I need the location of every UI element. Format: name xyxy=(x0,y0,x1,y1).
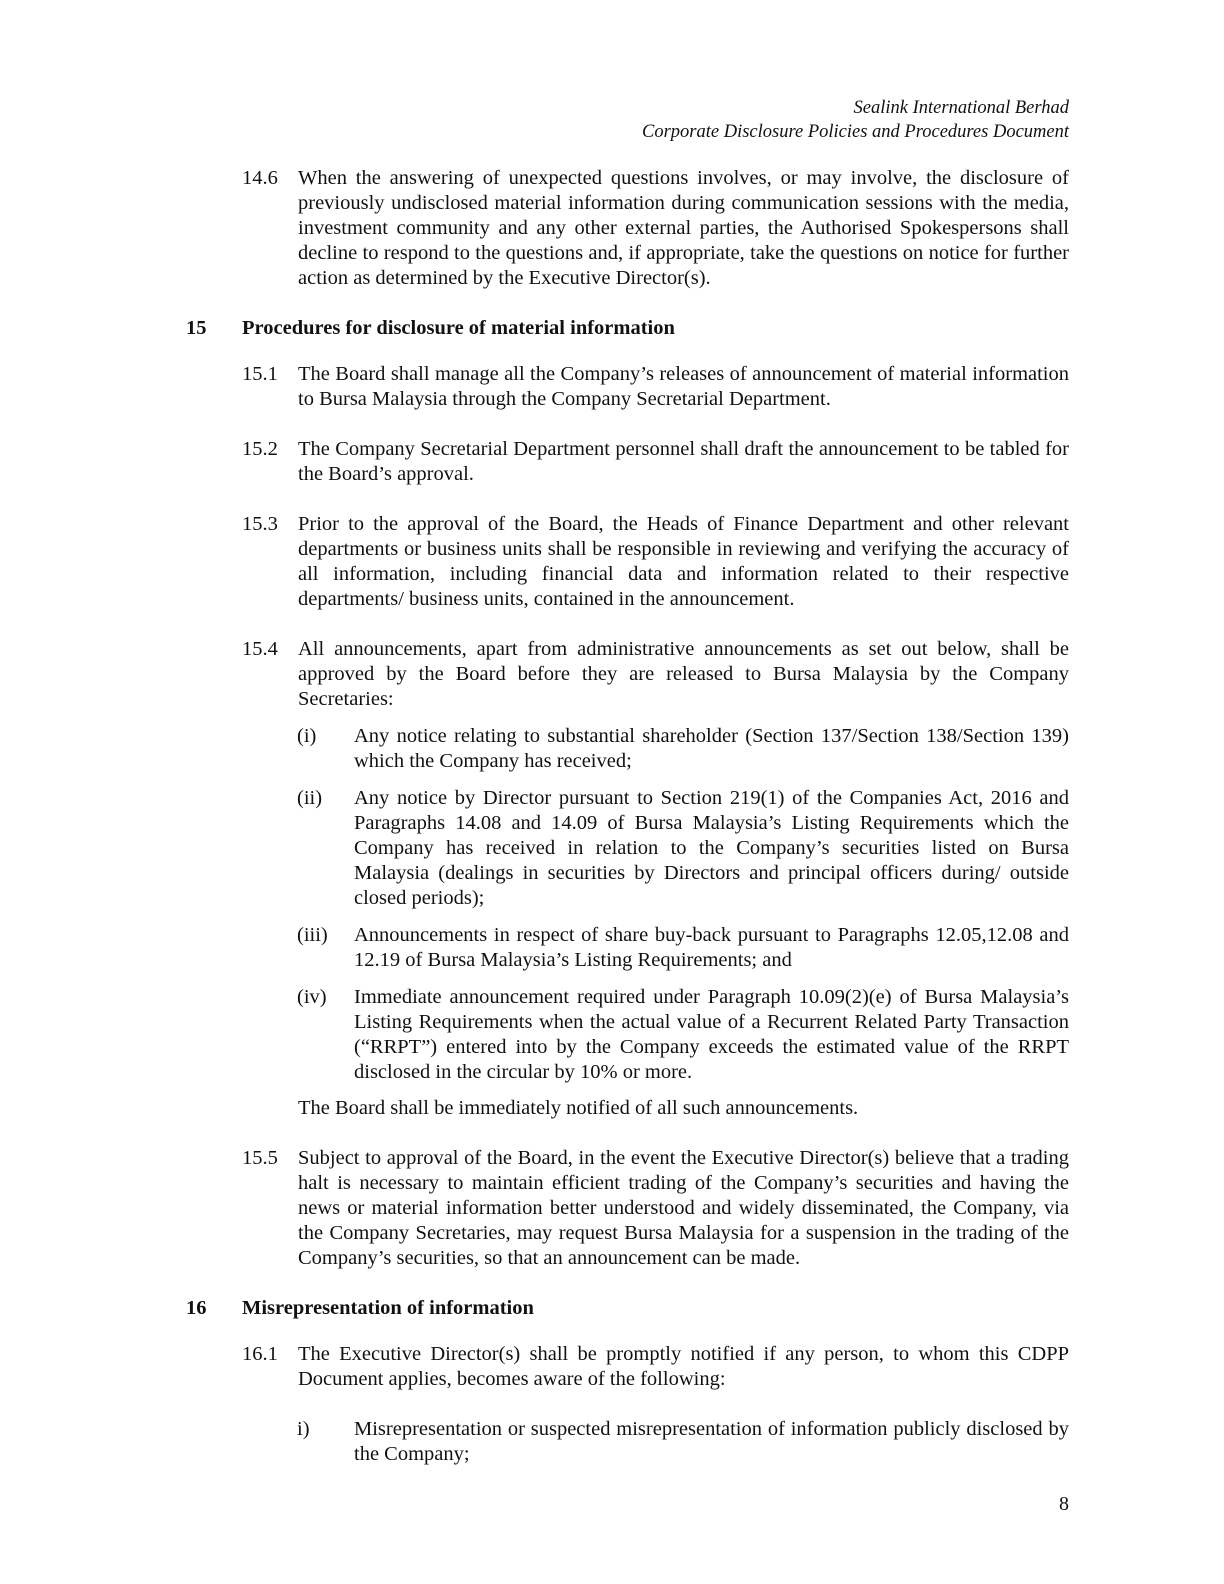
list-item xyxy=(297,724,1069,774)
list-item-text: Immediate announcement required under Paragraph 10.09(2)(e) of Bursa Malaysia’s Listing Requirements when the actual value of a Recurrent Related Party Transaction (“RRPT”) entered into by the Company exceeds the estimated value of the RRPT disclosed in the circular by 10% or more. xyxy=(354,986,1069,1083)
document-body xyxy=(0,166,1224,1467)
clause-14-6 xyxy=(242,166,1069,291)
clause-text: The Board shall be immediately notified of all such announcements. xyxy=(298,1097,859,1119)
clause-text: When the answering of unexpected questions involves, or may involve, the disclosure of previously undisclosed material information during communication sessions with the media, investment community and any other external parties, the Authorised Spokespersons shall decline to respond to the questions and, if appropriate, take the questions on notice for further action as determined by the Executive Director(s). xyxy=(298,167,1069,289)
page-number: 8 xyxy=(1059,1493,1069,1515)
clause-number: 15.4 xyxy=(242,638,278,660)
clause-text: Subject to approval of the Board, in the event the Executive Director(s) believe that a trading halt is necessary to maintain efficient trading of the Company’s securities and having the news or material information better understood and widely disseminated, the Company, via the Company Secretaries, may request Bursa Malaysia for a suspension in the trading of the Company’s securities, so that an announcement can be made. xyxy=(298,1147,1069,1269)
clause-number: 15.3 xyxy=(242,513,278,535)
section-number: 16 xyxy=(186,1297,207,1319)
list-item-text: Any notice by Director pursuant to Section 219(1) of the Companies Act, 2016 and Paragraphs 14.08 and 14.09 of Bursa Malaysia’s Listing Requirements which the Company has received in relation to the Company’s securities listed on Bursa Malaysia (dealings in securities by Directors and principal officers during/ outside closed periods); xyxy=(354,787,1069,909)
document-title: Corporate Disclosure Policies and Procedures Document xyxy=(642,122,1069,142)
list-item-number: (iii) xyxy=(297,924,328,946)
section-16-heading xyxy=(186,1296,1224,1321)
list-item xyxy=(297,786,1069,911)
clause-number: 14.6 xyxy=(242,167,278,189)
clause-number: 16.1 xyxy=(242,1343,278,1365)
section-title: Misrepresentation of information xyxy=(242,1297,534,1319)
clause-15-5 xyxy=(242,1146,1069,1271)
clause-15-3 xyxy=(242,512,1069,612)
list-item-number: (iv) xyxy=(297,986,327,1008)
clause-15-2 xyxy=(242,437,1069,487)
section-15-heading xyxy=(186,316,1224,341)
list-item-number: i) xyxy=(297,1418,310,1440)
clause-15-4 xyxy=(242,637,1069,712)
document-header xyxy=(642,96,1069,144)
list-item xyxy=(297,923,1069,973)
clause-text: The Company Secretarial Department personnel shall draft the announcement to be tabled for the Board’s approval. xyxy=(298,438,1069,485)
list-item xyxy=(297,1417,1069,1467)
list-item xyxy=(297,985,1069,1085)
list-item-text: Misrepresentation or suspected misrepresentation of information publicly disclosed by the Company; xyxy=(354,1418,1069,1465)
clause-number: 15.1 xyxy=(242,363,278,385)
clause-number: 15.2 xyxy=(242,438,278,460)
list-item-number: (ii) xyxy=(297,787,323,809)
clause-15-4-closing xyxy=(298,1096,1069,1121)
clause-number: 15.5 xyxy=(242,1147,278,1169)
clause-text: The Executive Director(s) shall be promptly notified if any person, to whom this CDPP Document applies, becomes aware of the following: xyxy=(298,1343,1069,1390)
clause-16-1 xyxy=(242,1342,1069,1392)
section-title: Procedures for disclosure of material information xyxy=(242,317,675,339)
list-item-text: Any notice relating to substantial shareholder (Section 137/Section 138/Section 139) which the Company has received; xyxy=(354,725,1069,772)
list-item-text: Announcements in respect of share buy-back pursuant to Paragraphs 12.05,12.08 and 12.19 of Bursa Malaysia’s Listing Requirements; and xyxy=(354,924,1069,971)
list-item-number: (i) xyxy=(297,725,317,747)
company-name: Sealink International Berhad xyxy=(853,98,1069,118)
section-number: 15 xyxy=(186,317,207,339)
clause-text: Prior to the approval of the Board, the Heads of Finance Department and other relevant departments or business units shall be responsible in reviewing and verifying the accuracy of all information, including financial data and information related to their respective departments/ business units, contained in the announcement. xyxy=(298,513,1069,610)
clause-text: The Board shall manage all the Company’s releases of announcement of material information to Bursa Malaysia through the Company Secretarial Department. xyxy=(298,363,1069,410)
clause-15-1 xyxy=(242,362,1069,412)
clause-text: All announcements, apart from administrative announcements as set out below, shall be approved by the Board before they are released to Bursa Malaysia by the Company Secretaries: xyxy=(298,638,1069,710)
